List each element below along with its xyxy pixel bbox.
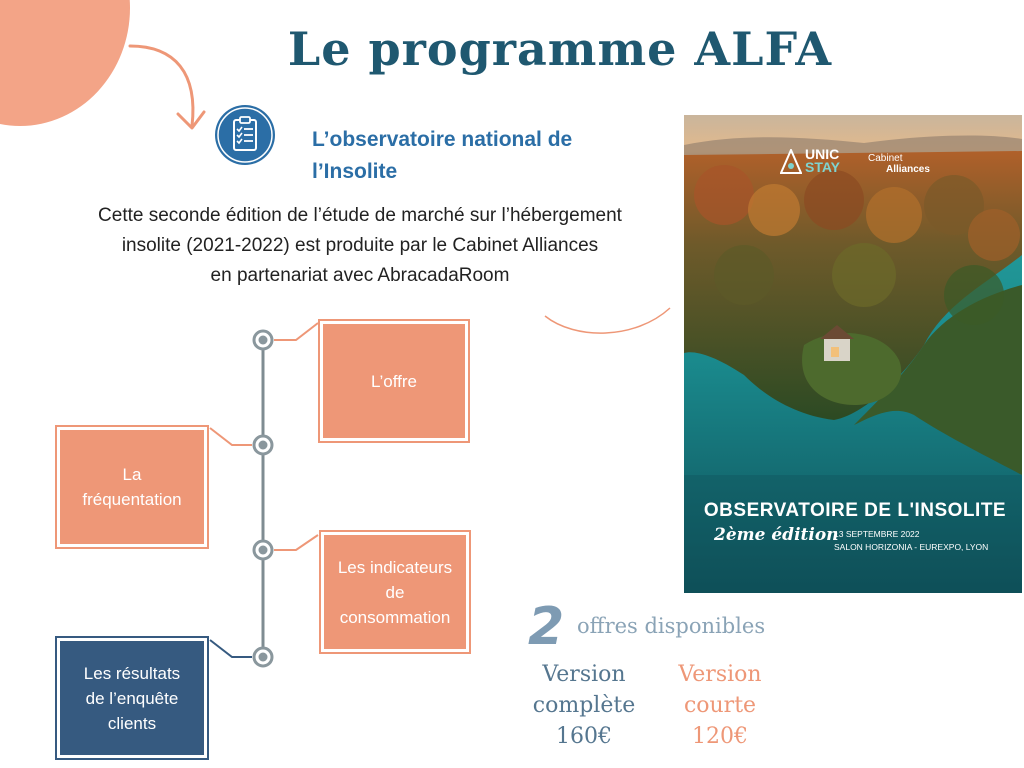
cover-title: OBSERVATOIRE DE L'INSOLITE xyxy=(703,500,1007,521)
version-line: complète xyxy=(532,693,636,718)
timeline-box-resultats xyxy=(57,638,207,758)
brand-text: Cabinet xyxy=(868,153,903,164)
cover-venue: SALON HORIZONIA - EUREXPO, LYON xyxy=(834,542,989,552)
intro-line: en partenariat avec AbracadaRoom xyxy=(210,265,510,286)
timeline-box-frequentation xyxy=(57,427,207,547)
box-label: consommation xyxy=(339,607,451,627)
brand-text: UNIC xyxy=(805,146,840,162)
cabinet-alliances-logo xyxy=(868,153,930,175)
timeline-box-indicateurs xyxy=(321,532,469,652)
intro-line: Cette seconde édition de l’étude de marché sur l’hébergement xyxy=(98,205,622,226)
unicstay-logo xyxy=(805,148,840,174)
brand-text: Alliances xyxy=(886,164,930,175)
offers-label: offres disponibles xyxy=(577,614,766,638)
offers-count: 2 xyxy=(528,597,565,657)
subtitle-line: l’Insolite xyxy=(312,160,398,183)
timeline-box-offre xyxy=(320,321,468,441)
cover-date: 13 SEPTEMBRE 2022 xyxy=(834,529,920,539)
intro-line: insolite (2021-2022) est produite par le Cabinet Alliances xyxy=(121,235,599,256)
box-label: La xyxy=(122,465,142,484)
box-label: clients xyxy=(107,713,157,733)
report-cover-image xyxy=(684,115,1022,593)
version-short xyxy=(665,659,775,752)
box-label: de xyxy=(385,582,405,602)
box-label: L’offre xyxy=(370,371,417,391)
version-line: courte xyxy=(683,693,757,718)
unicstay-logo-icon xyxy=(780,149,802,175)
brand-text: STAY xyxy=(805,159,841,175)
decorative-arc xyxy=(540,300,675,340)
cover-edition: 2ème édition xyxy=(714,525,839,545)
box-label: Les indicateurs xyxy=(337,557,453,577)
version-full xyxy=(525,659,643,752)
cover-event-info xyxy=(834,528,988,554)
version-price: 120€ xyxy=(692,724,748,749)
version-price: 160€ xyxy=(556,724,612,749)
subtitle-line: L’observatoire national de xyxy=(312,128,573,151)
box-label: Les résultats xyxy=(83,663,181,683)
page-title: Le programme ALFA xyxy=(287,22,833,76)
version-line: Version xyxy=(542,662,626,687)
version-line: Version xyxy=(678,662,762,687)
box-label: de l’enquête xyxy=(85,688,179,708)
box-label: fréquentation xyxy=(82,490,182,509)
